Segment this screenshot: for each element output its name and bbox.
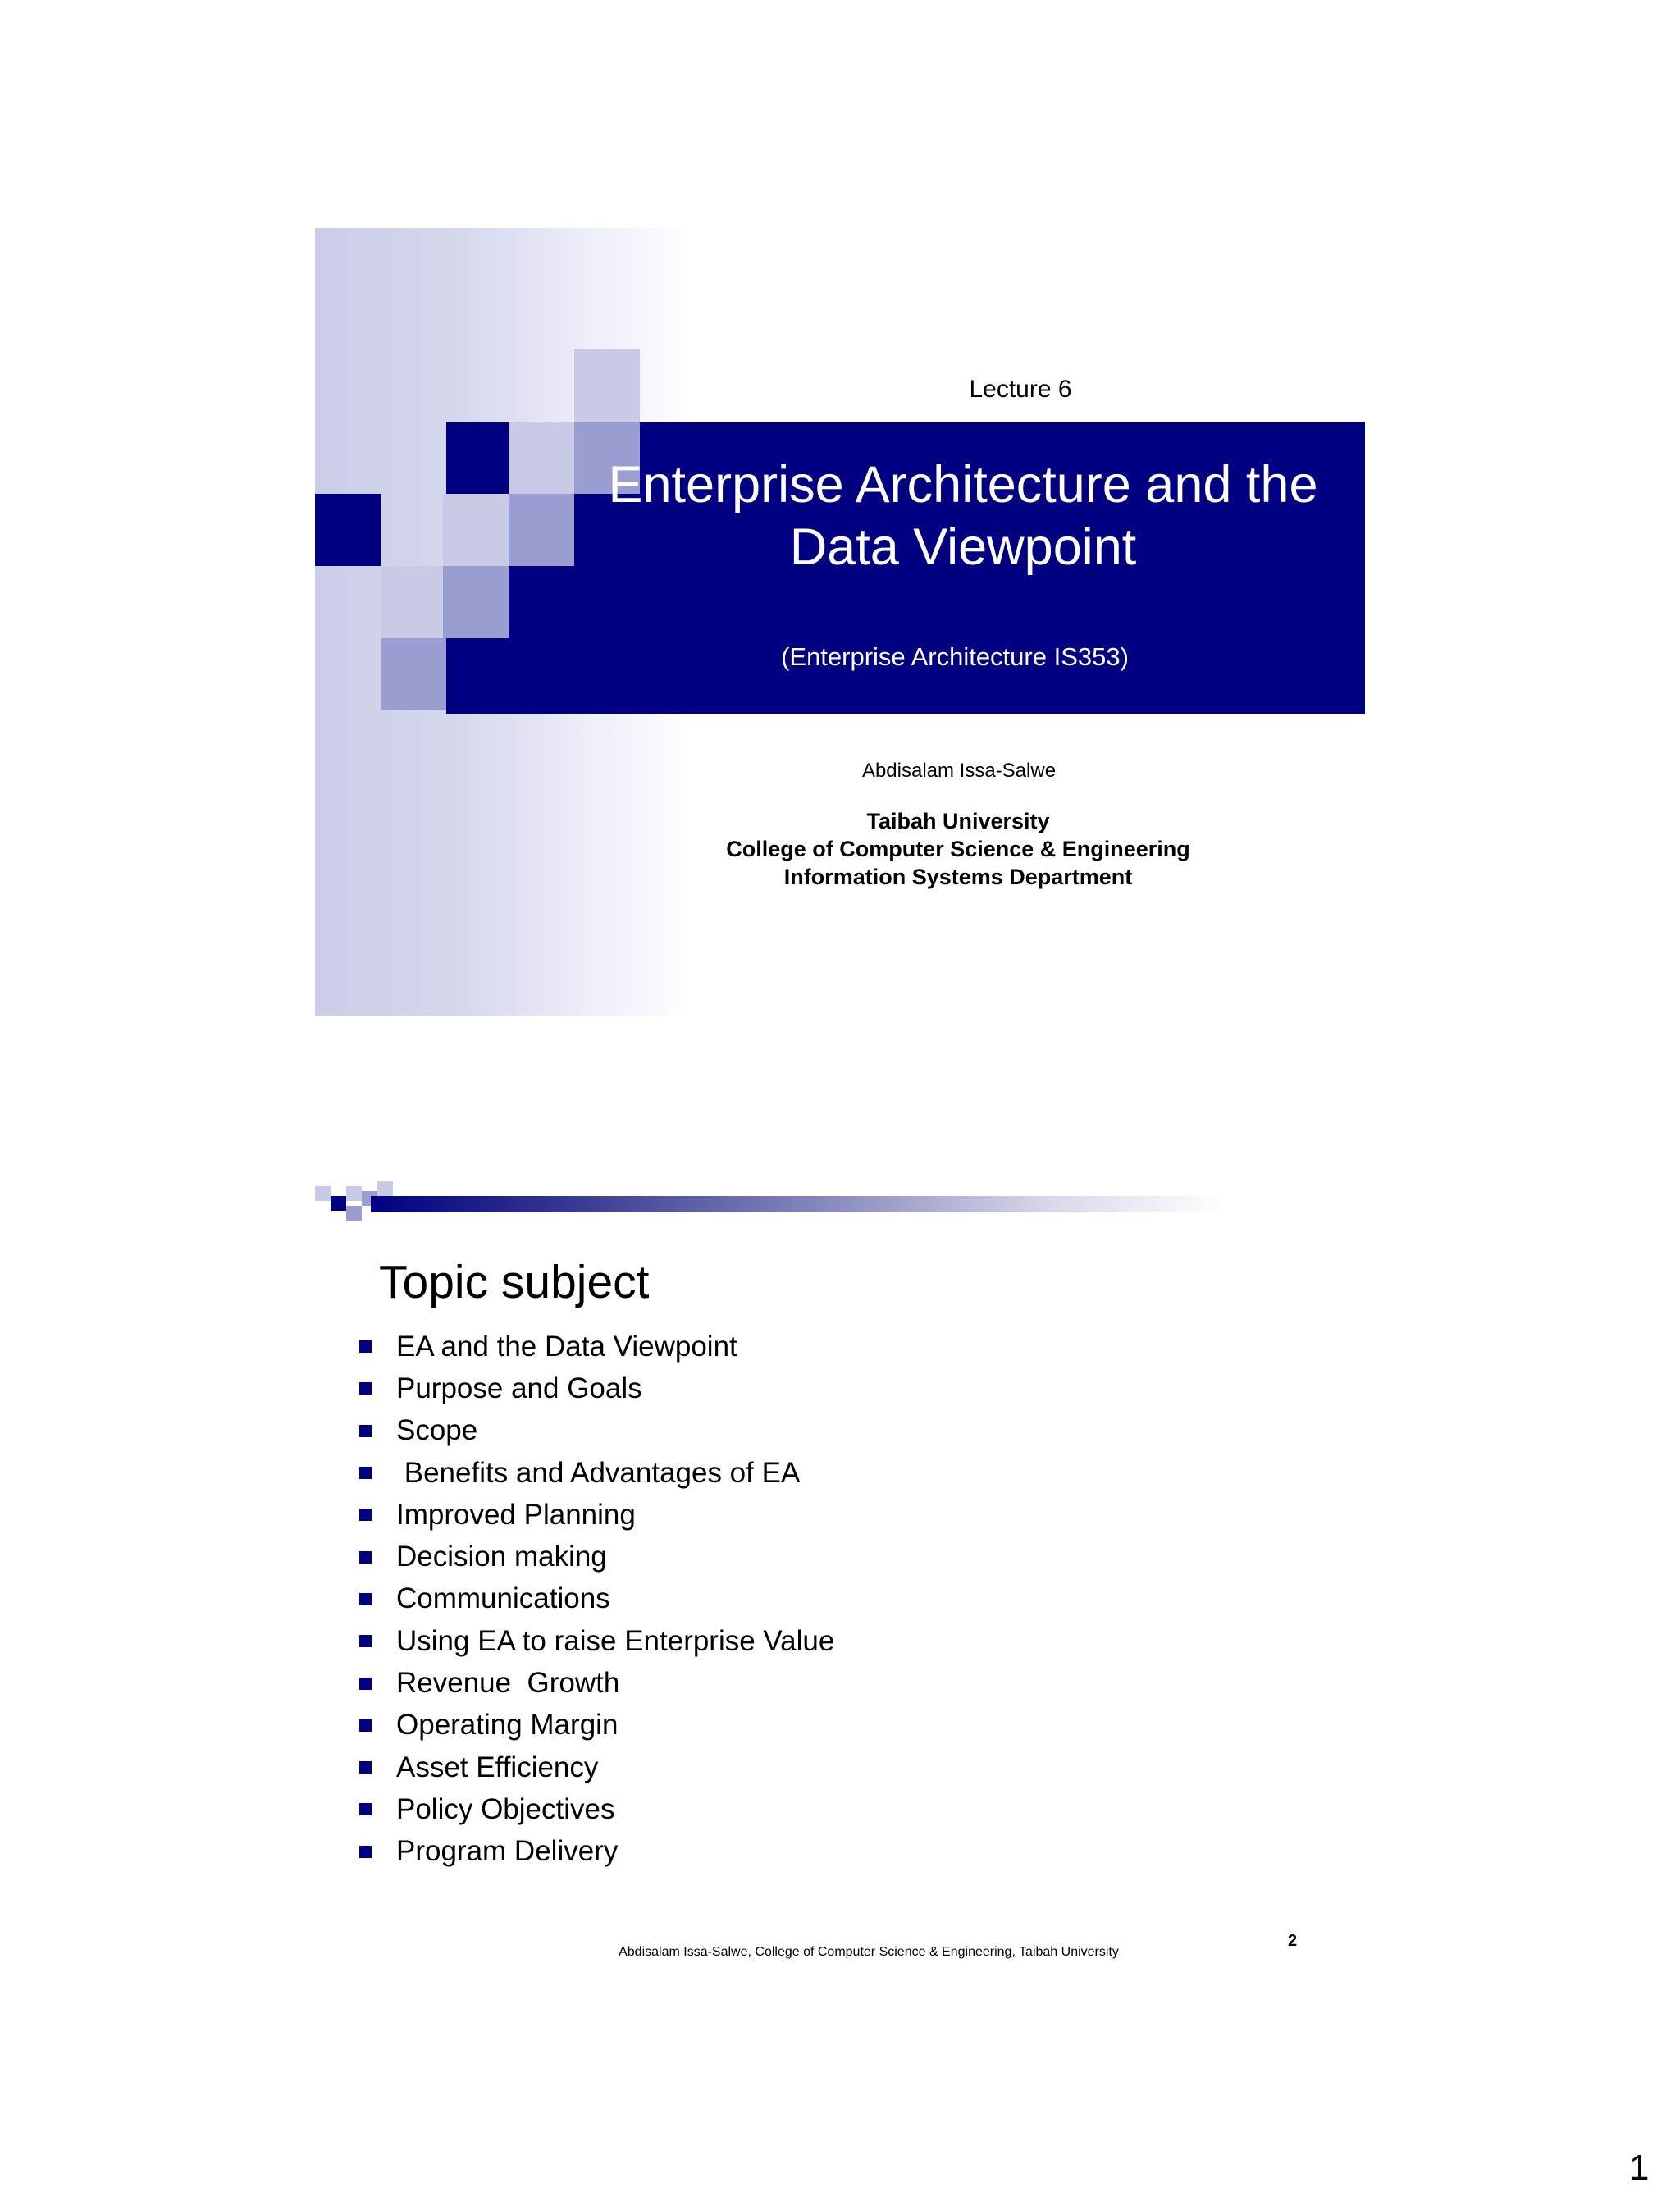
square-bullet-icon: [359, 1846, 372, 1858]
course-subtitle: (Enterprise Architecture IS353): [781, 642, 1129, 671]
slide-title-line-2: Data Viewpoint: [789, 518, 1137, 576]
slide-1: [315, 228, 1365, 1016]
square-bullet-icon: [359, 1425, 372, 1437]
decor-square: [509, 422, 574, 494]
square-bullet-icon: [359, 1551, 372, 1564]
square-bullet-icon: [359, 1593, 372, 1605]
list-item: Program Delivery: [359, 1831, 834, 1873]
list-item: Asset Efficiency: [359, 1746, 834, 1788]
square-bullet-icon: [359, 1635, 372, 1647]
list-item: Using EA to raise Enterprise Value: [359, 1620, 834, 1662]
decor-square: [315, 1186, 331, 1201]
author-name: Abdisalam Issa-Salwe: [861, 760, 1057, 782]
slide-2: [315, 1181, 1365, 1969]
list-item: Benefits and Advantages of EA: [359, 1452, 834, 1494]
college-name: College of Computer Science & Engineering: [726, 837, 1190, 861]
square-bullet-icon: [359, 1340, 372, 1353]
decor-square: [331, 1196, 346, 1211]
square-bullet-icon: [359, 1678, 372, 1690]
square-bullet-icon: [359, 1803, 372, 1815]
list-item: Improved Planning: [359, 1494, 834, 1536]
list-item: Scope: [359, 1410, 834, 1452]
list-item: Communications: [359, 1578, 834, 1620]
university-name: Taibah University: [866, 809, 1050, 833]
decor-square: [381, 638, 446, 710]
slide-title: [578, 454, 1349, 578]
square-bullet-icon: [359, 1761, 372, 1774]
department-name: Information Systems Department: [783, 865, 1133, 889]
topic-list: [359, 1326, 834, 1873]
slide-title-line-1: Enterprise Architecture and the: [608, 456, 1318, 514]
page-number: 1: [1629, 2148, 1650, 2188]
list-item: Purpose and Goals: [359, 1367, 834, 1409]
square-bullet-icon: [359, 1719, 372, 1732]
decor-square: [574, 349, 640, 422]
lecture-label: Lecture 6: [969, 376, 1072, 403]
list-item: Revenue Growth: [359, 1662, 834, 1704]
header-bar: [371, 1196, 1224, 1212]
decor-square: [443, 566, 509, 638]
decor-square: [377, 1181, 393, 1196]
decor-square: [346, 1206, 362, 1221]
square-bullet-icon: [359, 1467, 372, 1479]
decor-square: [346, 1186, 362, 1201]
list-item: EA and the Data Viewpoint: [359, 1326, 834, 1367]
affiliation: [630, 807, 1286, 891]
slide-number: 2: [1288, 1932, 1298, 1950]
slide-title: Topic subject: [379, 1256, 650, 1308]
decor-square: [443, 494, 509, 566]
list-item: Decision making: [359, 1536, 834, 1577]
square-bullet-icon: [359, 1509, 372, 1521]
slide-footer: Abdisalam Issa-Salwe, College of Computer Science & Engineering, Taibah University: [619, 1945, 1119, 1959]
list-item: Policy Objectives: [359, 1788, 834, 1830]
decor-square: [315, 494, 381, 566]
list-item: Operating Margin: [359, 1705, 834, 1746]
decor-square: [509, 494, 574, 566]
decor-square: [381, 566, 446, 638]
square-bullet-icon: [359, 1382, 372, 1395]
